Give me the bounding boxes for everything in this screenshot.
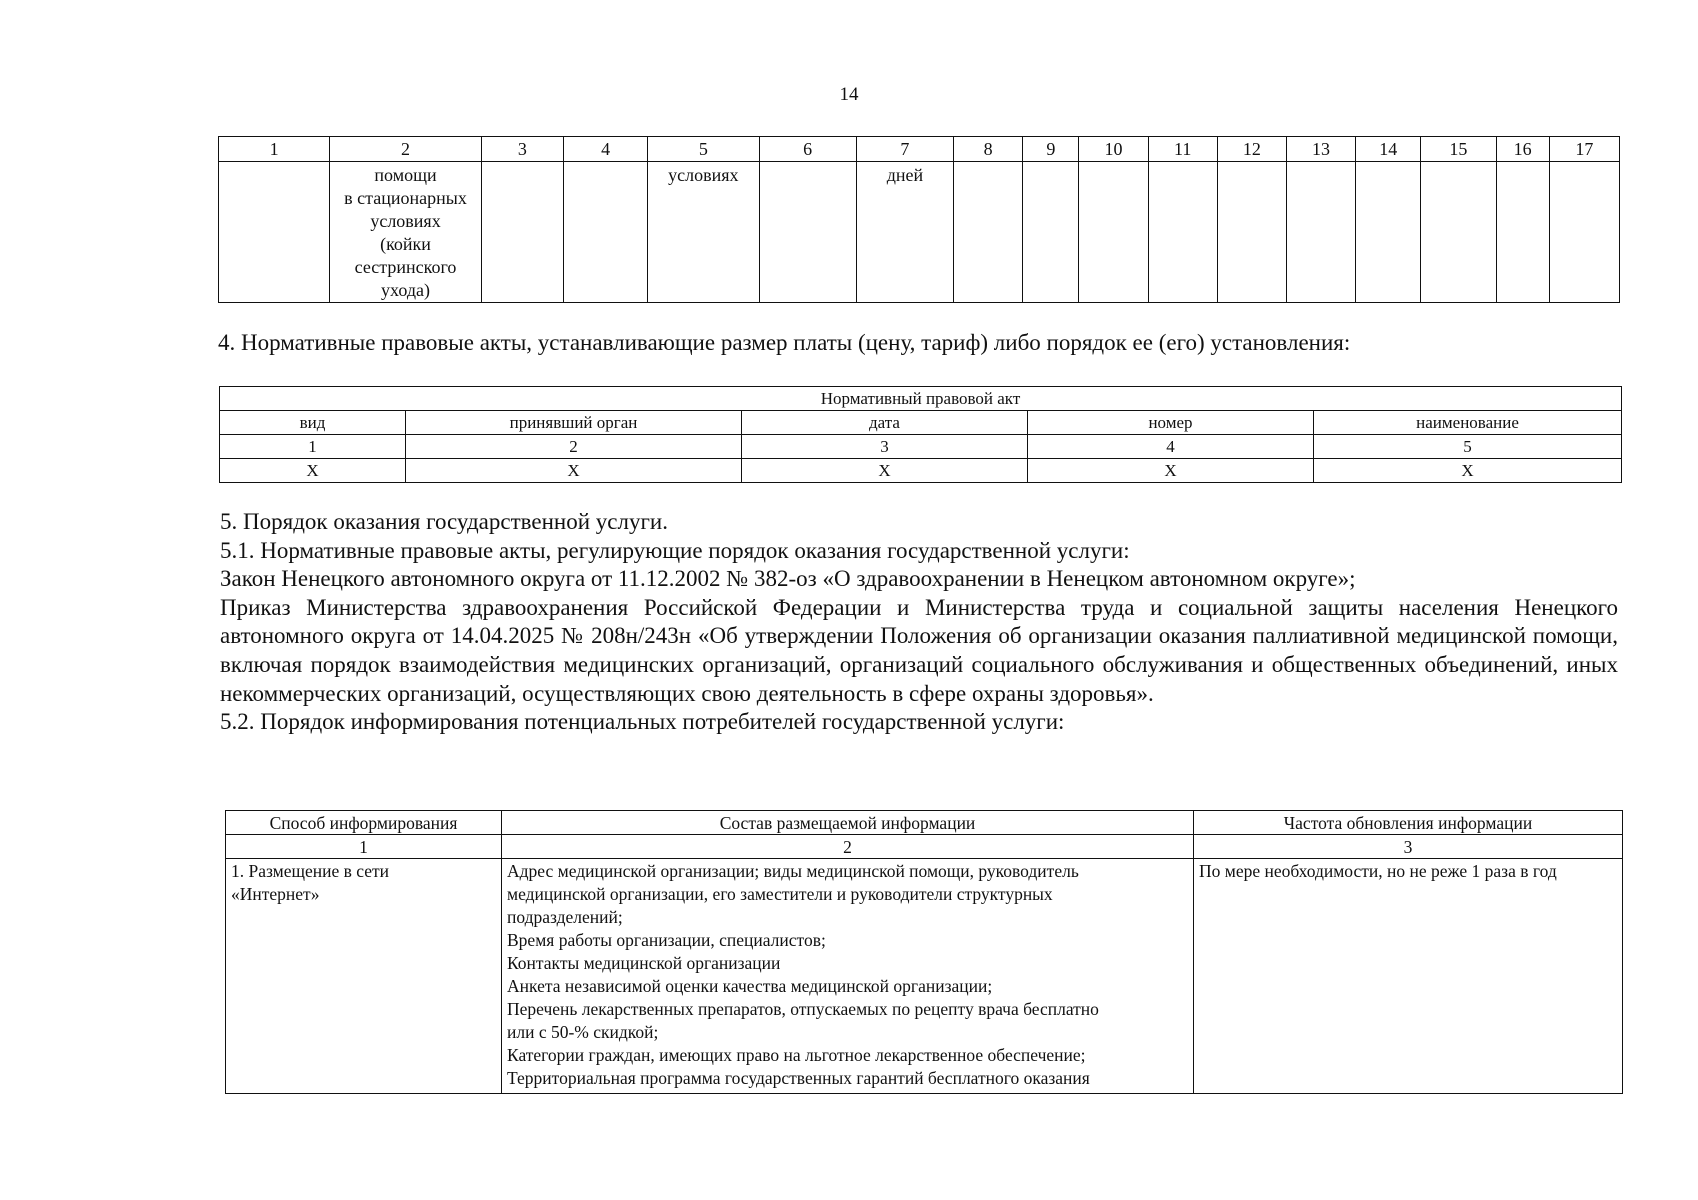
method-cell <box>226 859 502 1094</box>
column-header: Частота обновления информации <box>1194 811 1623 835</box>
column-number: 5 <box>1314 435 1622 459</box>
page-number: 14 <box>839 84 859 105</box>
column-header: Способ информирования <box>226 811 502 835</box>
section-4-title: 4. Нормативные правовые акты, устанавливающие размер платы (цену, тариф) либо порядок ее (его) установления: <box>218 330 1351 355</box>
frequency-cell: По мере необходимости, но не реже 1 раза в год <box>1194 859 1623 1094</box>
column-number: 3 <box>481 137 563 162</box>
section-5-2-title: 5.2. Порядок информирования потенциальных потребителей государственной услуги: <box>220 709 1065 735</box>
table-cell <box>1023 162 1079 303</box>
table-row <box>220 459 1622 483</box>
table-cell <box>1148 162 1217 303</box>
table-cell <box>1496 162 1549 303</box>
table-header-row <box>220 411 1622 435</box>
legal-acts-table <box>219 386 1622 483</box>
column-number: 12 <box>1217 137 1286 162</box>
cell-line: сестринского <box>354 257 457 277</box>
column-number: 7 <box>856 137 953 162</box>
cell-line: (койки <box>380 234 431 254</box>
column-number: 17 <box>1549 137 1619 162</box>
content-cell <box>502 859 1194 1094</box>
table-header-row <box>226 811 1623 835</box>
table-cell <box>1286 162 1355 303</box>
cell-line: Категории граждан, имеющих право на льготное лекарственное обеспечение; <box>507 1045 1086 1065</box>
column-number: 1 <box>226 835 502 859</box>
table-numbers-row <box>226 835 1623 859</box>
table-cell: дней <box>856 162 953 303</box>
cell-line: Территориальная программа государственных гарантий бесплатного оказания <box>507 1068 1090 1088</box>
section-5-1-title: 5.1. Нормативные правовые акты, регулирующие порядок оказания государственной услуги: <box>220 537 1130 563</box>
column-number: 1 <box>219 137 330 162</box>
column-number: 4 <box>1028 435 1314 459</box>
column-number: 13 <box>1286 137 1355 162</box>
table-cell <box>219 162 330 303</box>
column-number: 10 <box>1079 137 1148 162</box>
column-number: 3 <box>1194 835 1623 859</box>
column-header: номер <box>1028 411 1314 435</box>
table-cell <box>954 162 1023 303</box>
column-header: принявший орган <box>406 411 742 435</box>
table-cell <box>1549 162 1619 303</box>
table-cell: Х <box>742 459 1028 483</box>
cell-line: или с 50-% скидкой; <box>507 1022 659 1042</box>
table-cell: Х <box>406 459 742 483</box>
column-number: 2 <box>330 137 481 162</box>
column-header: вид <box>220 411 406 435</box>
table-cell <box>563 162 647 303</box>
cell-line: помощи <box>374 165 437 185</box>
table-cell: Х <box>1314 459 1622 483</box>
cell-line: ухода) <box>381 280 430 300</box>
cell-line: Анкета независимой оценки качества медицинской организации; <box>507 976 993 996</box>
table-numbers-row <box>220 435 1622 459</box>
table-cell: Х <box>1028 459 1314 483</box>
cell-line: Время работы организации, специалистов; <box>507 930 826 950</box>
column-number: 2 <box>406 435 742 459</box>
column-number: 4 <box>563 137 647 162</box>
cell-line: Адрес медицинской организации; виды медицинской помощи, руководитель <box>507 861 1079 881</box>
column-number: 11 <box>1148 137 1217 162</box>
table-cell: Х <box>220 459 406 483</box>
table-cell <box>1356 162 1421 303</box>
column-number: 1 <box>220 435 406 459</box>
column-header: Состав размещаемой информации <box>502 811 1194 835</box>
table-cell <box>1079 162 1148 303</box>
column-number: 16 <box>1496 137 1549 162</box>
column-number: 8 <box>954 137 1023 162</box>
column-number: 5 <box>648 137 759 162</box>
column-number: 3 <box>742 435 1028 459</box>
table-row <box>219 162 1620 303</box>
continuation-table <box>218 136 1620 303</box>
informing-table <box>225 810 1623 1094</box>
table-cell <box>759 162 856 303</box>
table-header-row <box>219 137 1620 162</box>
table-cell <box>1421 162 1496 303</box>
table-cell <box>1217 162 1286 303</box>
section-5-title: 5. Порядок оказания государственной услуги. <box>220 509 668 534</box>
order-paragraph: Приказ Министерства здравоохранения Российской Федерации и Министерства труда и социальной защиты населения Ненецкого автономного округа от 14.04.2025 № 208н/243н «Об утверждении Положения об организации оказания паллиативной медицинской помощи, включая порядок взаимодействия медицинских организаций, организаций социального обслуживания и общественных объединений, иных некоммерческих организаций, осуществляющих свою деятельность в сфере охраны здоровья». <box>220 594 1618 706</box>
table-cell <box>330 162 481 303</box>
cell-line: 1. Размещение в сети <box>231 861 390 881</box>
column-header: дата <box>742 411 1028 435</box>
column-number: 9 <box>1023 137 1079 162</box>
column-number: 2 <box>502 835 1194 859</box>
cell-line: условиях <box>370 211 441 231</box>
cell-line: «Интернет» <box>231 884 320 904</box>
cell-line: подразделений; <box>507 907 623 927</box>
law-paragraph: Закон Ненецкого автономного округа от 11.12.2002 № 382-оз «О здравоохранении в Ненецком автономном округе»; <box>220 566 1356 592</box>
table-row <box>226 859 1623 1094</box>
cell-line: медицинской организации, его заместители и руководители структурных <box>507 884 1053 904</box>
column-number: 14 <box>1356 137 1421 162</box>
cell-line: Перечень лекарственных препаратов, отпускаемых по рецепту врача бесплатно <box>507 999 1099 1019</box>
table-cell <box>481 162 563 303</box>
column-number: 6 <box>759 137 856 162</box>
table-caption-row <box>220 387 1622 411</box>
section-5 <box>220 508 1618 737</box>
cell-line: в стационарных <box>344 188 467 208</box>
table-cell: условиях <box>648 162 759 303</box>
cell-line: Контакты медицинской организации <box>507 953 781 973</box>
column-header: наименование <box>1314 411 1622 435</box>
table-caption: Нормативный правовой акт <box>220 387 1622 411</box>
column-number: 15 <box>1421 137 1496 162</box>
